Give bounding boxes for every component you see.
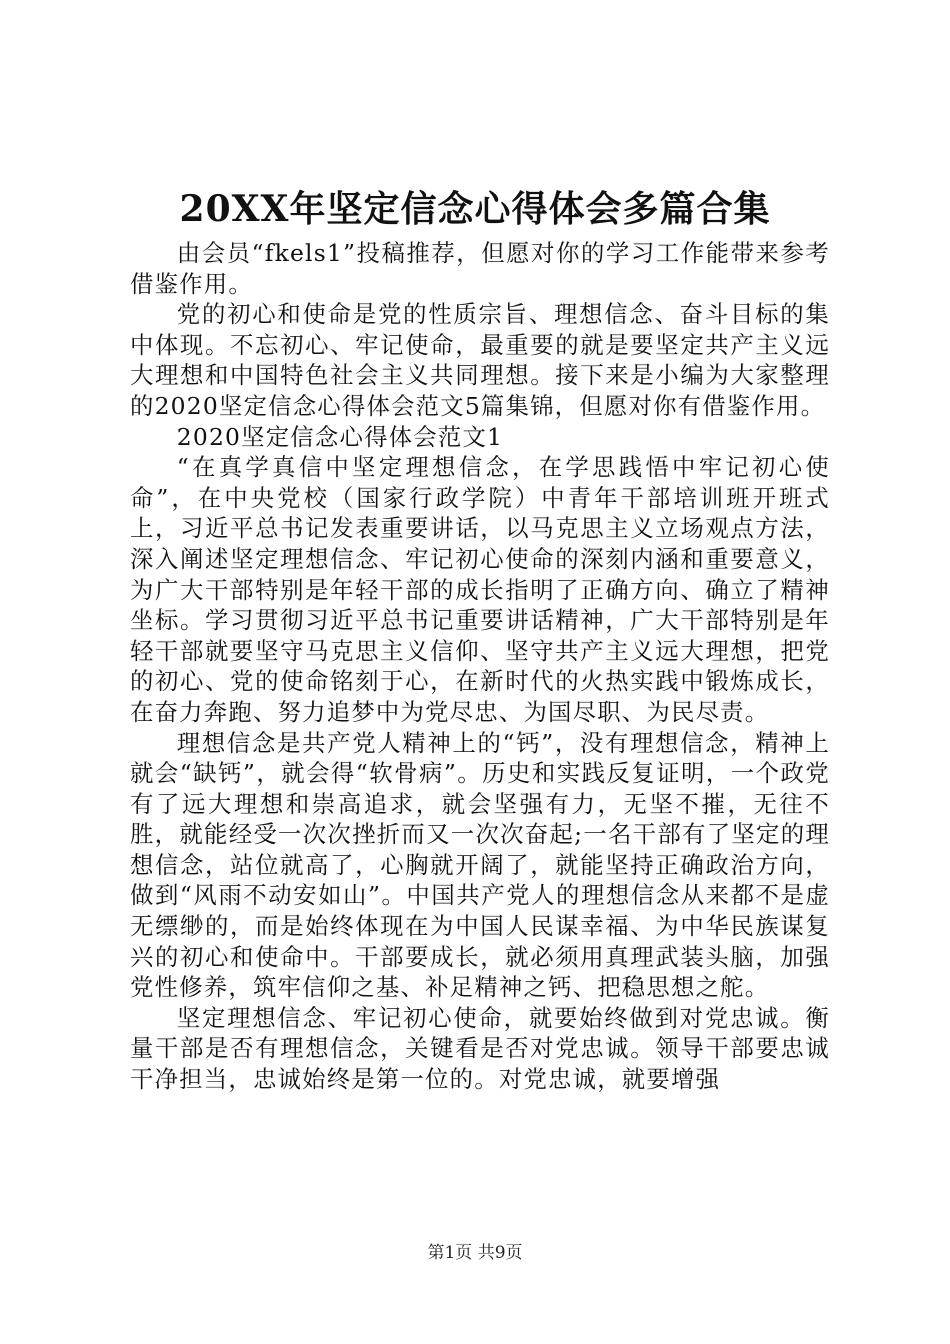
section-heading: 2020坚定信念心得体会范文1 [176,422,504,451]
document-title: 20XX年坚定信念心得体会多篇合集 [179,188,771,230]
intro-paragraph: 由会员“fkels1”投稿推荐，但愿对你的学习工作能带来参考借鉴作用。 [130,239,830,298]
document-body [130,238,830,1095]
page-number-footer: 第1页 共9页 [427,1243,523,1263]
body-paragraph: 坚定理想信念、牢记初心使命，就要始终做到对党忠诚。衡量干部是否有理想信念，关键看是否对党忠诚。领导干部要忠诚干净担当，忠诚始终是第一位的。对党忠诚，就要增强 [130,1003,830,1094]
body-paragraph: 理想信念是共产党人精神上的“钙”，没有理想信念，精神上就会“缺钙”，就会得“软骨病”。历史和实践反复证明，一个政党有了远大理想和崇高追求，就会坚强有力，无坚不摧，无往不胜，就能经受一次次挫折而又一次次奋起;一名干部有了坚定的理想信念，站位就高了，心胸就开阔了，就能坚持正确政治方向，做到“风雨不动安如山”。中国共产党人的理想信念从来都不是虚无缥缈的，而是始终体现在为中国人民谋幸福、为中华民族谋复兴的初心和使命中。干部要成长，就必须用真理武装头脑，加强党性修养，筑牢信仰之基、补足精神之钙、把稳思想之舵。 [130,728,830,1002]
summary-paragraph: 党的初心和使命是党的性质宗旨、理想信念、奋斗目标的集中体现。不忘初心、牢记使命，最重要的就是要坚定共产主义远大理想和中国特色社会主义共同理想。接下来是小编为大家整理的2020坚定信念心得体会范文5篇集锦，但愿对你有借鉴作用。 [130,300,830,420]
body-paragraph: “在真学真信中坚定理想信念，在学思践悟中牢记初心使命”，在中央党校（国家行政学院）中青年干部培训班开班式上，习近平总书记发表重要讲话，以马克思主义立场观点方法，深入阐述坚定理想信念、牢记初心使命的深刻内涵和重要意义，为广大干部特别是年轻干部的成长指明了正确方向、确立了精神坐标。学习贯彻习近平总书记重要讲话精神，广大干部特别是年轻干部就要坚守马克思主义信仰、坚守共产主义远大理想，把党的初心、党的使命铭刻于心，在新时代的火热实践中锻炼成长，在奋力奔跑、努力追梦中为党尽忠、为国尽职、为民尽责。 [130,453,830,726]
